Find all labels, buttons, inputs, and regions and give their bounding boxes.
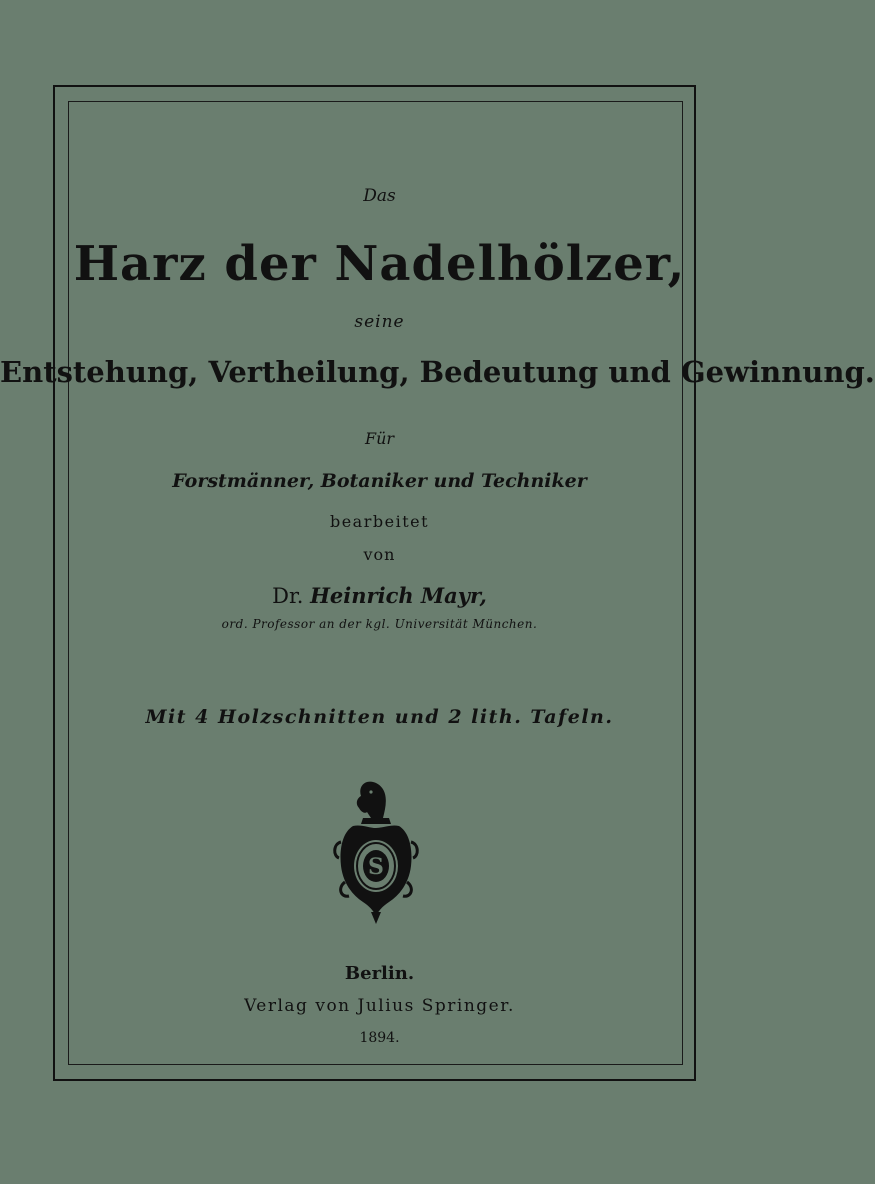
audience-intro: Für — [364, 429, 395, 448]
author-prefix: Dr. — [272, 584, 304, 608]
publisher-line: Verlag von Julius Springer. — [244, 996, 515, 1016]
book-subtitle: Entstehung, Vertheilung, Bedeutung und Gewinnung. — [0, 355, 875, 389]
book-title: Harz der Nadelhölzer, — [73, 236, 686, 292]
title-connector: seine — [354, 312, 405, 332]
author-affiliation: ord. Professor an der kgl. Universität München. — [221, 617, 538, 631]
emblem-monogram: S — [368, 854, 384, 880]
author-name: Heinrich Mayr, — [310, 583, 487, 608]
by-label: von — [363, 545, 396, 564]
audience-line: Forstmänner, Botaniker und Techniker — [172, 470, 587, 492]
author-line — [0, 583, 759, 608]
publication-city: Berlin. — [344, 963, 415, 984]
publisher-knight-emblem-icon — [331, 778, 421, 924]
edited-label: bearbeitet — [329, 512, 430, 531]
illustrations-note: Mit 4 Holzschnitten und 2 lith. Tafeln. — [145, 706, 614, 728]
title-article: Das — [363, 186, 396, 206]
publication-year: 1894. — [359, 1030, 400, 1046]
